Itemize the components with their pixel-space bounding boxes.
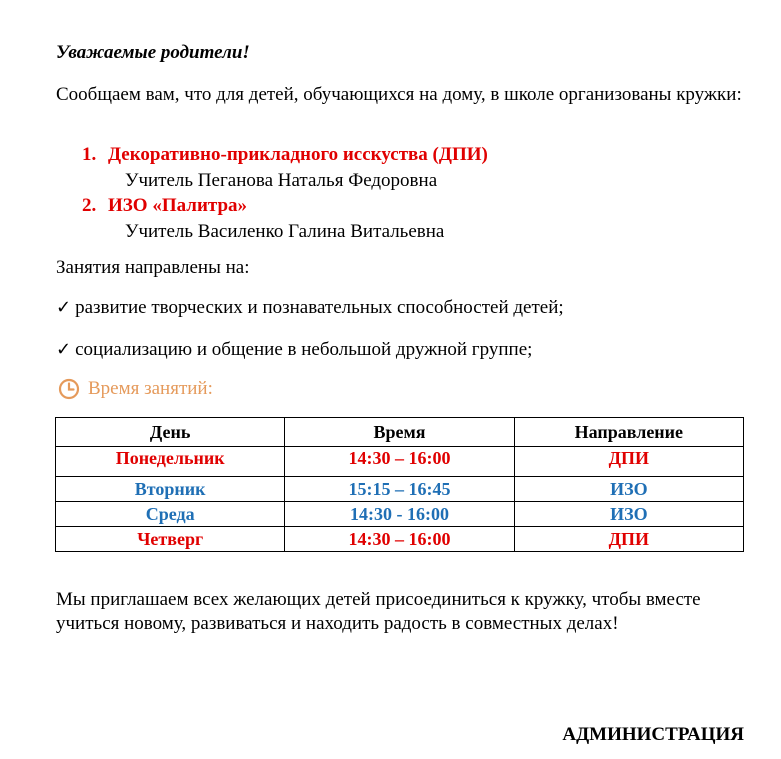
table-row — [56, 527, 744, 552]
header-direction: Направление — [514, 418, 743, 447]
intro-paragraph: Сообщаем вам, что для детей, обучающихся на дому, в школе организованы кружки: — [56, 84, 742, 105]
schedule-heading — [58, 378, 213, 400]
club-title: Декоративно-прикладного исскуства (ДПИ) — [108, 144, 488, 165]
goal-text: социализацию и общение в небольшой дружной группе; — [75, 339, 533, 360]
check-icon: ✓ — [56, 297, 72, 318]
club-teacher: Учитель Пеганова Наталья Федоровна — [125, 170, 438, 191]
header-day: День — [56, 418, 285, 447]
clubs-list — [82, 143, 488, 245]
schedule-table — [55, 417, 744, 552]
cell-day: Понедельник — [56, 447, 285, 477]
table-row — [56, 477, 744, 502]
table-header-row — [56, 418, 744, 447]
signature: АДМИНИСТРАЦИЯ — [562, 724, 744, 745]
check-icon: ✓ — [56, 339, 72, 360]
cell-day: Вторник — [56, 477, 285, 502]
club-teacher: Учитель Василенко Галина Витальевна — [125, 221, 445, 242]
table-row — [56, 502, 744, 527]
greeting: Уважаемые родители! — [56, 42, 250, 63]
schedule-heading-text: Время занятий: — [88, 378, 213, 399]
outro-paragraph: Мы приглашаем всех желающих детей присоединиться к кружку, чтобы вместе учиться новому, развиваться и находить радость в совместных делах! — [56, 589, 701, 634]
cell-direction: ДПИ — [514, 447, 743, 477]
cell-day: Среда — [56, 502, 285, 527]
cell-direction: ДПИ — [514, 527, 743, 552]
cell-time: 14:30 – 16:00 — [285, 527, 514, 552]
cell-time: 15:15 – 16:45 — [285, 477, 514, 502]
list-item — [82, 194, 488, 245]
clock-icon — [58, 378, 80, 400]
list-item — [82, 143, 488, 194]
goals-heading: Занятия направлены на: — [56, 257, 250, 278]
cell-time: 14:30 – 16:00 — [285, 447, 514, 477]
goal-text: развитие творческих и познавательных способностей детей; — [75, 297, 564, 318]
goal-item — [56, 339, 532, 361]
club-number: 1. — [82, 144, 97, 165]
header-time: Время — [285, 418, 514, 447]
club-number: 2. — [82, 195, 97, 216]
cell-day: Четверг — [56, 527, 285, 552]
cell-direction: ИЗО — [514, 502, 743, 527]
table-row — [56, 447, 744, 477]
goal-item — [56, 297, 564, 319]
cell-direction: ИЗО — [514, 477, 743, 502]
club-title: ИЗО «Палитра» — [108, 195, 248, 216]
cell-time: 14:30 - 16:00 — [285, 502, 514, 527]
